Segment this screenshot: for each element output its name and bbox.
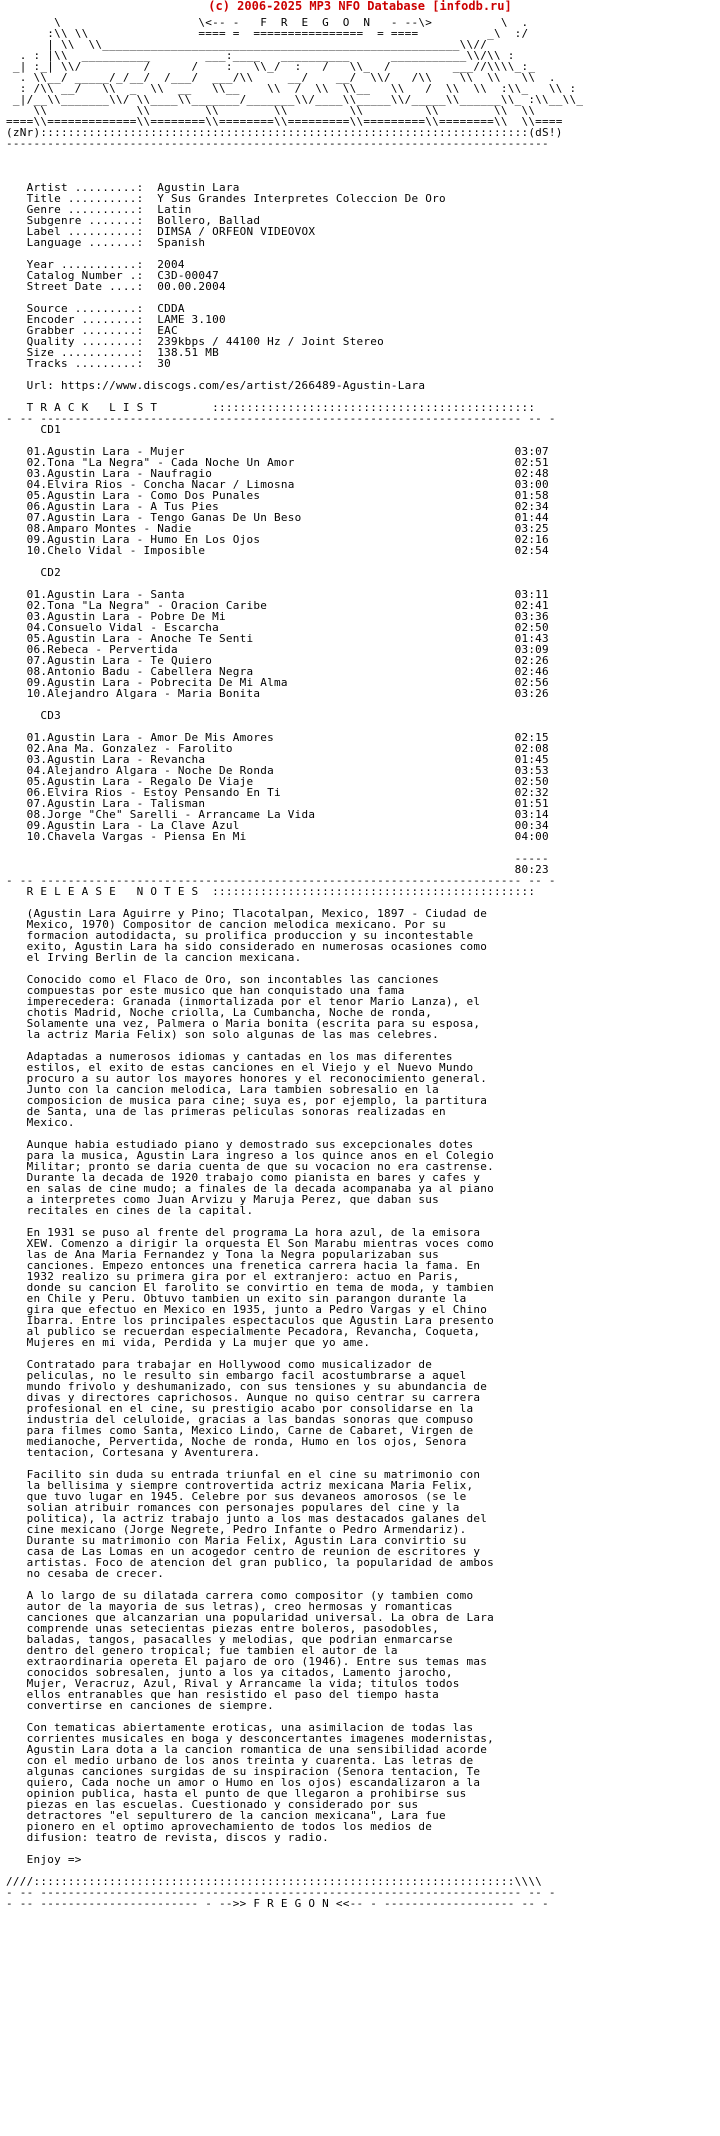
database-banner: (c) 2006-2025 MP3 NFO Database [infodb.ru] (208, 0, 512, 13)
nfo-text[interactable]: \ \<-- - F R E G O N - --\> \ . :\\ \\ ==== = ================ = ==== _\ :/ | \\ \\____________________________________________________\\// . : |\\ __________ ___:____ __________ ___________\\/\\ : _| :_| \\/ / / : \\_/ : / \\_ / ___//\\\\_:_ . \\__/ _____/_/__/ /___/ ___/\\ __/ __/ \\/ /\\ \\ \\ \\ . : /\\ __/ \\ _ \\ __ \\__ \\ / \\ \\__ \\ / \\ \\ :\\_ \\ : _|/__\\_______\\/ \\____\\_______/_______\\/____\\_____\\/_____\\______\\_ :\\__\\_ \\ \\ \\ \\ \\ \\ \\ \\ ====\\=============\\========\\========\\=========\\=========\\========\\ \\==== (zNr):::::::::::::::::::::::::::::::::::::::::::::::::::::::::::::::::::::::(dS!) ------------------------------------------------------------------------------- Artist .........: Agustin Lara Title ..........: Y Sus Grandes Interpretes Coleccion De Oro Genre ..........: Latin Subgenre .......: Bollero, Ballad Label ..........: DIMSA / ORFEON VIDEOVOX Language .......: Spanish Year ...........: 2004 Catalog Number .: C3D-00047 Street Date ....: 00.00.2004 Source .........: CDDA Encoder ........: LAME 3.100 Grabber ........: EAC Quality ........: 239kbps / 44100 Hz / Joint Stereo Size ...........: 138.51 MB Tracks .........: 30 Url: https://www.discogs.com/es/artist/266489-Agustin-Lara T R A C K L I S T ::::::::::::::::::::::::::::::::::::::::::::::: - -- ---------------------------------------------------------------------- -- - CD1 01.Agustin Lara - Mujer 03:07 02.Tona "La Negra" - Cada Noche Un Amor 02:51 03.Agustin Lara - Naufragio 02:48 04.Elvira Rios - Concha Nacar / Limosna 03:00 05.Agustin Lara - Como Dos Punales 01:58 06.Agustin Lara - A Tus Pies 02:34 07.Agustin Lara - Tengo Ganas De Un Beso 01:44 08.Amparo Montes - Nadie 03:25 09.Agustin Lara - Humo En Los Ojos 02:16 10.Chelo Vidal - Imposible 02:54 CD2 01.Agustin Lara - Santa 03:11 02.Tona "La Negra" - Oracion Caribe 02:41 03.Agustin Lara - Pobre De Mi 03:36 04.Consuelo Vidal - Escarcha 02:50 05.Agustin Lara - Anoche Te Senti 01:43 06.Rebeca - Pervertida 03:09 07.Agustin Lara - Te Quiero 02:26 08.Antonio Badu - Cabellera Negra 02:46 09.Agustin Lara - Pobrecita De Mi Alma 02:56 10.Alejandro Algara - Maria Bonita 03:26 CD3 01.Agustin Lara - Amor De Mis Amores 02:15 02.Ana Ma. Gonzalez - Farolito 02:08 03.Agustin Lara - Revancha 01:45 04.Alejandro Algara - Noche De Ronda 03:53 05.Agustin Lara - Regalo De Viaje 02:50 06.Elvira Rios - Estoy Pensando En Ti 02:32 07.Agustin Lara - Talisman 01:51 08.Jorge "Che" Sarelli - Arrancame La Vida 03:14 09.Agustin Lara - La Clave Azul 00:34 10.Chavela Vargas - Piensa En Mi 04:00 ----- 80:23 - -- ---------------------------------------------------------------------- -- - R E L E A S E N O T E S ::::::::::::::::::::::::::::::::::::::::::::::: (Agustin Lara Aguirre y Pino; Tlacotalpan, Mexico, 1897 - Ciudad de Mexico, 1970) Compositor de cancion melodica mexicano. Por su formacion autodidacta, su prolifica produccion y su incontestable exito, Agustin Lara ha sido considerado en numerosas ocasiones como el Irving Berlin de la cancion mexicana. Conocido como el Flaco de Oro, son incontables las canciones compuestas por este musico que han conquistado una fama imperecedera: Granada (inmortalizada por el tenor Mario Lanza), el chotis Madrid, Noche criolla, La Cumbancha, Noche de ronda, Solamente una vez, Palmera o Maria bonita (escrita para su esposa, la actriz Maria Felix) son solo algunas de las mas celebres. Adaptadas a numerosos idiomas y cantadas en los mas diferentes estilos, el exito de estas canciones en el Viejo y el Nuevo Mundo procuro a su autor los mayores honores y el reconocimiento general. Junto con la cancion melodica, Lara tambien sobresalio en la composicion de musica para cine; suya es, por ejemplo, la partitura de Santa, una de las primeras peliculas sonoras realizadas en Mexico. Aunque habia estudiado piano y demostrado sus excepcionales dotes para la musica, Agustin Lara ingreso a los quince anos en el Colegio Militar; pronto se daria cuenta de que su vocacion no era castrense. Durante la decada de 1920 trabajo como pianista en bares y cafes y en salas de cine mudo; a finales de la decada acompanaba ya al piano a interpretes como Juan Arvizu y Maruja Perez, que daban sus recitales en cines de la capital. En 1931 se puso al frente del programa La hora azul, de la emisora XEW. Comenzo a dirigir la orquesta El Son Marabu mientras voces como las de Ana Maria Fernandez y Tona la Negra popularizaban sus canciones. Empezo entonces una frenetica carrera hacia la fama. En 1932 realizo su primera gira por el extranjero: actuo en Paris, donde su cancion El farolito se convirtio en tema de moda, y tambien en Chile y Peru. Obtuvo tambien un exito sin parangon durante la gira que efectuo en Mexico en 1935, junto a Pedro Vargas y el Chino Ibarra. Entre los principales espectaculos que Agustin Lara presento al publico se recuerdan especialmente Pecadora, Revancha, Coqueta, Mujeres en mi vida, Perdida y La mujer que yo ame. Contratado para trabajar en Hollywood como musicalizador de peliculas, no le resulto sin embargo facil acostumbrarse a aquel mundo frivolo y deshumanizado, con sus tensiones y su abundancia de divas y directores caprichosos. Aunque no quiso centrar su carrera profesional en el cine, su prestigio acabo por consolidarse en la industria del celuloide, gracias a las bandas sonoras que compuso para filmes como Santa, Mexico Lindo, Carne de Cabaret, Virgen de medianoche, Pervertida, Noche de ronda, Humo en los ojos, Senora tentacion, Cortesana y Aventurera. Facilito sin duda su entrada triunfal en el cine su matrimonio con la bellisima y siempre controvertida actriz mexicana Maria Felix, que tuvo lugar en 1945. Celebre por sus devaneos amorosos (se le solian atribuir romances con personajes populares del cine y la politica), la actriz trabajo junto a los mas destacados galanes del cine mexicano (Jorge Negrete, Pedro Infante o Pedro Armendariz). Durante su matrimonio con Maria Felix, Agustin Lara convirtio su casa de Las Lomas en un acogedor centro de reunion de escritores y artistas. Foco de atencion del gran publico, la popularidad de ambos no cesaba de crecer. A lo largo de su dilatada carrera como compositor (y tambien como autor de la mayoria de sus letras), creo hermosas y romanticas canciones que alcanzarian una popularidad universal. La obra de Lara comprende unas setecientas piezas entre boleros, pasodobles, baladas, tangos, pasacalles y melodias, que podrian enmarcarse dentro del genero tropical; fue tambien el autor de la extraordinaria opereta El pajaro de oro (1946). Entre sus temas mas conocidos sobresalen, junto a los ya citados, Lamento jarocho, Mujer, Veracruz, Azul, Rival y Arrancame la vida; titulos todos ellos entranables que han resistido el paso del tiempo hasta convertirse en canciones de siempre. Con tematicas abiertamente eroticas, una asimilacion de todas las corrientes musicales en boga y desconcertantes imagenes modernistas, Agustin Lara dota a la cancion romantica de una sensibilidad acorde con el medio urbano de los anos treinta y cuarenta. Las letras de algunas canciones surgidas de su inspiracion (Senora tentacion, Te quiero, Cada noche un amor o Humo en los ojos) escandalizaron a la opinion publica, hasta el punto de que llegaron a prohibirse sus piezas en las escuelas. Cuestionado y considerado por sus detractores "el sepulturero de la cancion mexicana", Lara fue pionero en el optimo aprovechamiento de todos los medios de difusion: teatro de revista, discos y radio. Enjoy => ////::::::::::::::::::::::::::::::::::::::::::::::::::::::::::::::::::::::\\\\ - -- ---------------------------------------------------------------------- -- - - -- ----------------------- - -->> F R E G O N <<-- - ------------------- -- - (6, 17, 584, 1909)
